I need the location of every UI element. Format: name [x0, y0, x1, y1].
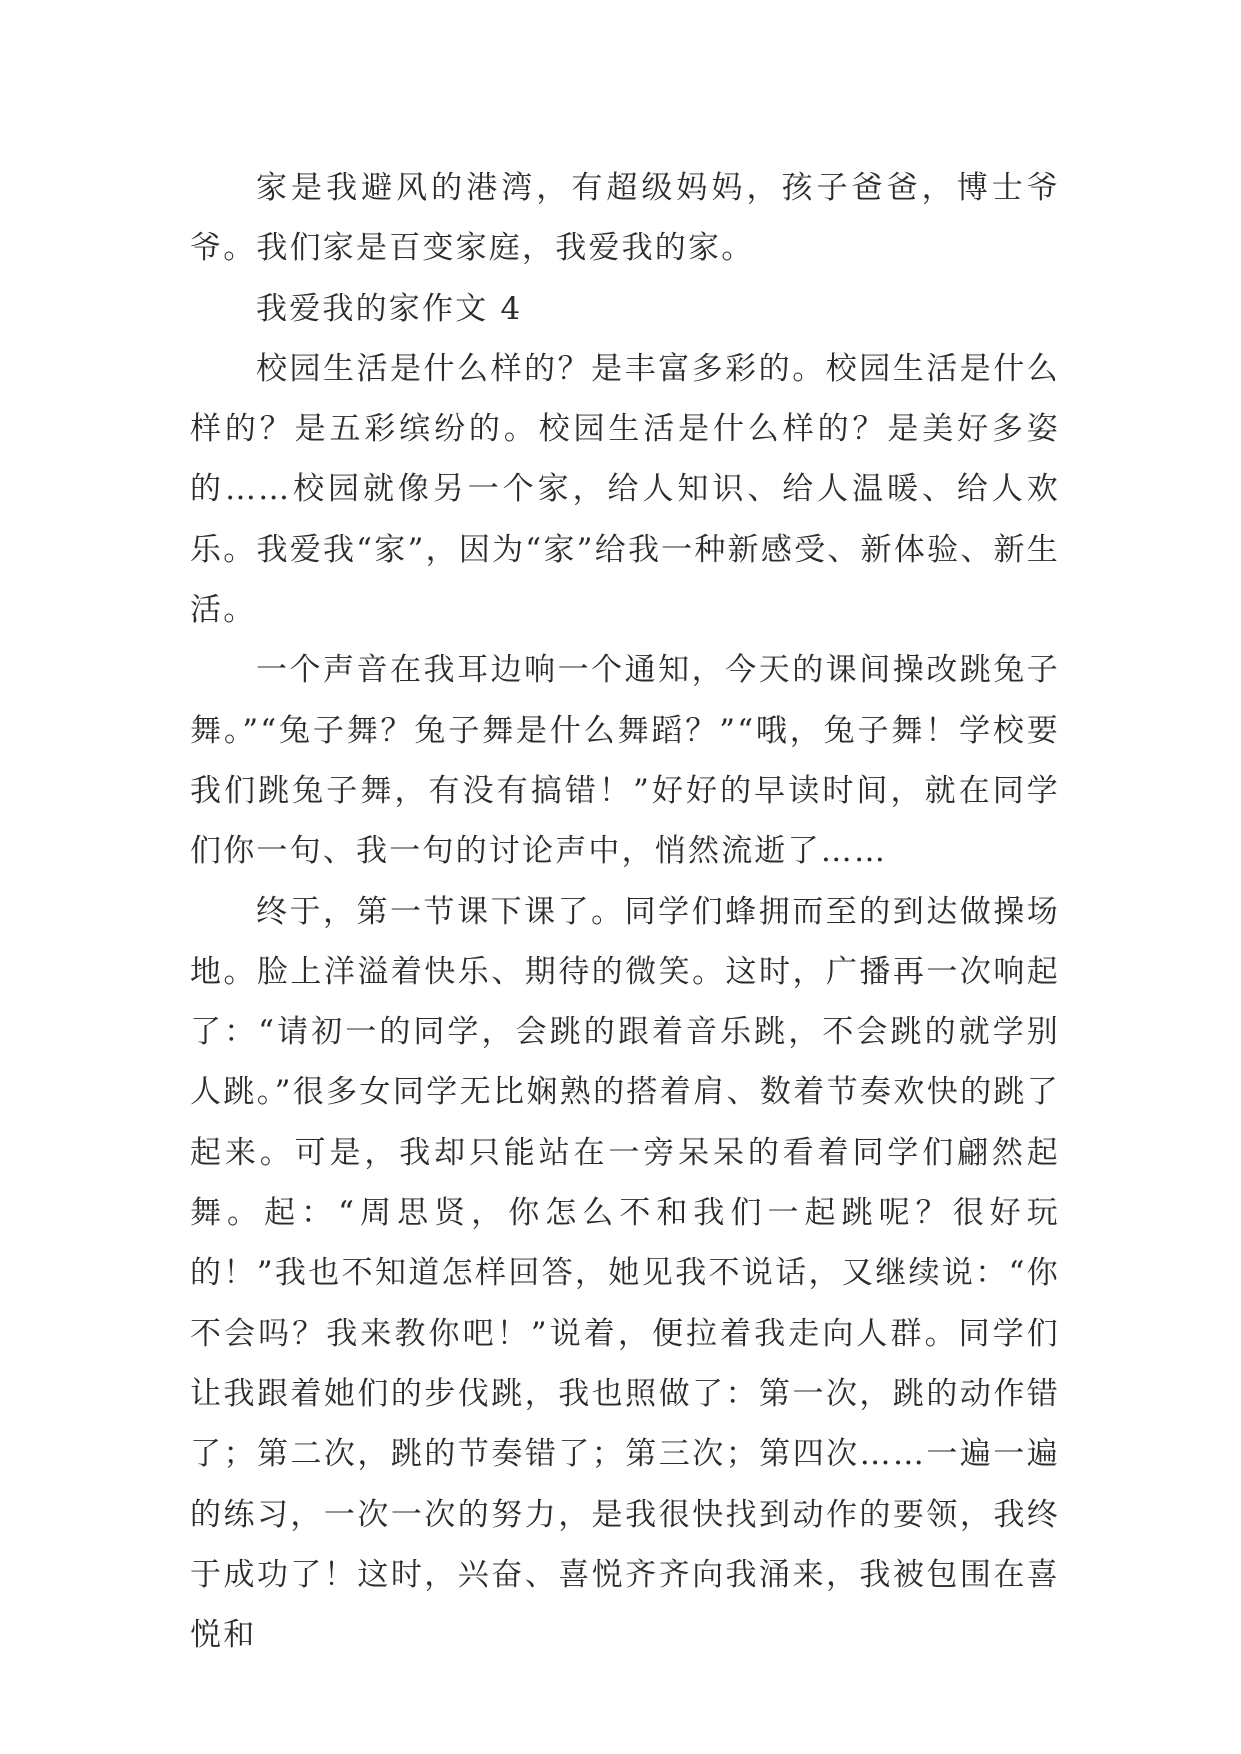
- document-body: [190, 158, 1060, 1665]
- paragraph-learning-dance: 终于，第一节课下课了。同学们蜂拥而至的到达做操场地。脸上洋溢着快乐、期待的微笑。这时，广播再一次响起了：“请初一的同学，会跳的跟着音乐跳，不会跳的就学别人跳。”很多女同学无比娴熟的搭着肩、数着节奏欢快的跳了起来。可是，我却只能站在一旁呆呆的看着同学们翩然起舞。起：“周思贤，你怎么不和我们一起跳呢？很好玩的！”我也不知道怎样回答，她见我不说话，又继续说：“你不会吗？我来教你吧！”说着，便拉着我走向人群。同学们让我跟着她们的步伐跳，我也照做了：第一次，跳的动作错了；第二次，跳的节奏错了；第三次；第四次……一遍一遍的练习，一次一次的努力，是我很快找到动作的要领，我终于成功了！这时，兴奋、喜悦齐齐向我涌来，我被包围在喜悦和: [190, 893, 1060, 1654]
- paragraph-campus-life: 校园生活是什么样的？是丰富多彩的。校园生活是什么样的？是五彩缤纷的。校园生活是什么样的？是美好多姿的……校园就像另一个家，给人知识、给人温暖、给人欢乐。我爱我“家”，因为“家”给我一种新感受、新体验、新生活。: [190, 350, 1060, 629]
- paragraph-home-harbor: 家是我避风的港湾，有超级妈妈，孩子爸爸，博士爷爷。我们家是百变家庭，我爱我的家。: [190, 170, 1060, 267]
- essay-heading: 我爱我的家作文 4: [256, 290, 523, 327]
- paragraph-rabbit-dance-notice: 一个声音在我耳边响一个通知，今天的课间操改跳兔子舞。”“兔子舞？兔子舞是什么舞蹈？”“哦，兔子舞！学校要我们跳兔子舞，有没有搞错！”好好的早读时间，就在同学们你一句、我一句的讨论声中，悄然流逝了……: [190, 652, 1060, 870]
